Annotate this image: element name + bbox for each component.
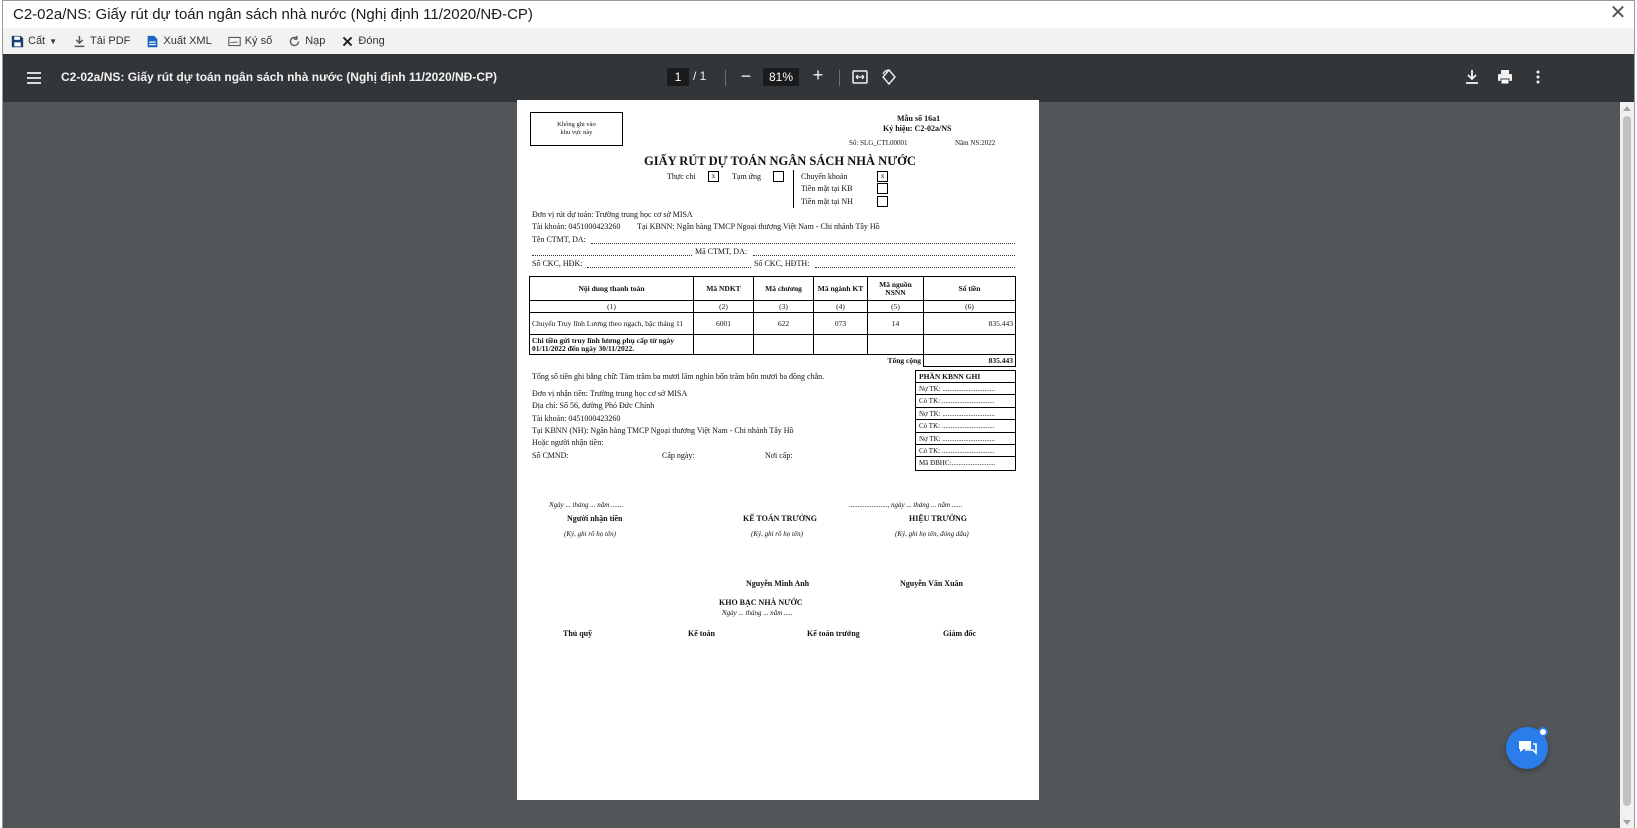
sig-chief-accountant: KẾ TOÁN TRƯỞNG bbox=[743, 514, 817, 523]
table-row bbox=[530, 335, 1016, 355]
issue-date-label: Cấp ngày: bbox=[662, 451, 695, 460]
treasury-heading: KHO BẠC NHÀ NƯỚC bbox=[719, 598, 803, 607]
chief-accountant-name: Nguyễn Minh Anh bbox=[746, 579, 810, 588]
total-label: Tổng cộng bbox=[530, 355, 924, 367]
table-total-row bbox=[530, 355, 1016, 367]
close-icon[interactable]: ✕ bbox=[1609, 2, 1627, 24]
form-number: Mẫu số 16a1 bbox=[897, 114, 941, 123]
receiver-unit: Đơn vị nhận tiền: Trường trung học cơ sở MISA bbox=[532, 389, 688, 398]
zoom-in-button[interactable]: + bbox=[812, 65, 824, 85]
digital-sign-button[interactable] bbox=[228, 35, 273, 48]
download-icon bbox=[73, 35, 86, 48]
table-cell: 073 bbox=[814, 313, 868, 335]
kbnn-line: Có TK: .............................. bbox=[916, 395, 1015, 407]
treasurer-label: Thủ quỹ bbox=[563, 629, 593, 638]
table-cell: 622 bbox=[754, 313, 814, 335]
accountant-label: Kế toán bbox=[688, 629, 715, 638]
table-cell: 835.443 bbox=[924, 313, 1016, 335]
director-label: Giám đốc bbox=[943, 629, 977, 638]
save-label: Cất bbox=[28, 35, 46, 47]
notification-dot bbox=[1538, 727, 1548, 737]
table-row bbox=[530, 313, 1016, 335]
chat-icon bbox=[1516, 737, 1538, 759]
cash-kb-checkbox bbox=[877, 183, 888, 194]
table-cell: (5) bbox=[868, 301, 924, 313]
payment-table bbox=[529, 276, 1016, 367]
table-cell: (2) bbox=[694, 301, 754, 313]
transfer-label: Chuyển khoản bbox=[801, 172, 848, 181]
chevron-down-icon[interactable]: ▼ bbox=[49, 36, 58, 46]
issue-place-label: Nơi cấp: bbox=[765, 451, 793, 460]
scroll-down-arrow[interactable] bbox=[1623, 820, 1631, 825]
amount-in-words: Tổng số tiền ghi bằng chữ: Tám trăm ba mươi lăm nghìn bốn trăm bốn mươi ba đồng chẵn. bbox=[532, 372, 825, 381]
form-symbol: Ký hiệu: C2-02a/NS bbox=[883, 124, 952, 133]
dotted-line bbox=[532, 255, 692, 256]
save-button[interactable] bbox=[11, 35, 57, 48]
reload-button[interactable] bbox=[288, 35, 325, 48]
zoom-input[interactable]: 81% bbox=[763, 68, 799, 86]
app-window bbox=[2, 0, 1635, 828]
principal-name: Nguyễn Văn Xuân bbox=[900, 579, 963, 588]
advance-label: Tạm ứng bbox=[732, 172, 761, 181]
window-title: C2-02a/NS: Giấy rút dự toán ngân sách nhà nước (Nghị định 11/2020/NĐ-CP) bbox=[13, 6, 533, 23]
divider-line bbox=[793, 170, 794, 208]
vertical-scrollbar[interactable] bbox=[1620, 102, 1634, 828]
table-cell bbox=[694, 335, 754, 355]
col-header: Mã chương bbox=[754, 277, 814, 301]
date-left: Ngày ... tháng ... năm ....... bbox=[549, 501, 624, 509]
table-cell bbox=[754, 335, 814, 355]
window-titlebar bbox=[3, 1, 1634, 28]
col-header: Mã nguồn NSNN bbox=[868, 277, 924, 301]
sig-receiver-note: (Ký, ghi rõ họ tên) bbox=[564, 530, 616, 538]
advance-checkbox bbox=[773, 171, 784, 182]
download-icon[interactable] bbox=[1463, 68, 1481, 86]
kbnn-line: Nợ TK: .............................. bbox=[916, 383, 1015, 395]
table-header-row bbox=[530, 277, 1016, 301]
unit-kbnn: Tại KBNN: Ngân hàng TMCP Ngoại thương Việt Nam - Chi nhánh Tây Hồ bbox=[637, 222, 880, 231]
ctmt-code-label: Mã CTMT, DA: bbox=[695, 247, 748, 256]
pdf-viewer bbox=[3, 54, 1634, 828]
table-cell: Chuyển Truy lĩnh Lương theo ngạch, bậc tháng 11 bbox=[530, 313, 694, 335]
cash-nh-label: Tiền mặt tại NH bbox=[801, 197, 853, 206]
toolbar-divider bbox=[725, 70, 726, 86]
scroll-up-arrow[interactable] bbox=[1623, 106, 1631, 111]
page-number-input[interactable]: 1 bbox=[667, 68, 689, 86]
pdf-page bbox=[517, 100, 1039, 800]
no-write-text: khu vực này bbox=[560, 129, 593, 136]
table-cell: 6001 bbox=[694, 313, 754, 335]
or-person-label: Hoặc người nhận tiền: bbox=[532, 438, 604, 447]
receiver-bank: Tại KBNN (NH): Ngân hàng TMCP Ngoại thương Việt Nam - Chi nhánh Tây Hồ bbox=[532, 426, 794, 435]
chief-accountant-label: Kế toán trưởng bbox=[807, 629, 860, 638]
pay-actual-checkbox: x bbox=[708, 171, 719, 182]
sig-principal-note: (Ký, ghi họ tên, đóng dấu) bbox=[895, 530, 969, 538]
dotted-line bbox=[587, 267, 751, 268]
xml-file-icon bbox=[146, 35, 159, 48]
col-header: Mã NDKT bbox=[694, 277, 754, 301]
kbnn-line: Mã ĐBHC:......................... bbox=[919, 459, 996, 468]
fit-page-icon[interactable] bbox=[851, 68, 869, 86]
floppy-disk-icon bbox=[11, 35, 24, 48]
kbnn-line: Nợ TK: .............................. bbox=[916, 433, 1015, 445]
close-doc-button[interactable] bbox=[341, 35, 384, 48]
table-cell: Chi tiền gửi truy lĩnh lương phụ cấp từ ngày 01/11/2022 đến ngày 30/11/2022. bbox=[530, 335, 694, 355]
document-heading: GIẤY RÚT DỰ TOÁN NGÂN SÁCH NHÀ NƯỚC bbox=[644, 154, 916, 168]
dotted-line bbox=[753, 255, 1015, 256]
transfer-checkbox: x bbox=[877, 171, 888, 182]
refresh-icon bbox=[288, 35, 301, 48]
export-xml-button[interactable] bbox=[146, 35, 211, 48]
table-cell: (3) bbox=[754, 301, 814, 313]
table-index-row bbox=[530, 301, 1016, 313]
pdf-title: C2-02a/NS: Giấy rút dự toán ngân sách nhà nước (Nghị định 11/2020/NĐ-CP) bbox=[61, 70, 497, 84]
kbnn-box-title: PHẦN KBNN GHI bbox=[916, 371, 1015, 383]
download-pdf-button[interactable] bbox=[73, 35, 130, 48]
unit-account: Tài khoản: 0451000423260 bbox=[532, 222, 621, 231]
receiver-address: Địa chỉ: Số 56, đường Phó Đức Chính bbox=[532, 401, 655, 410]
withdraw-unit: Đơn vị rút dự toán: Trường trung học cơ sở MISA bbox=[532, 210, 693, 219]
col-header: Số tiền bbox=[924, 277, 1016, 301]
action-toolbar bbox=[3, 28, 1634, 54]
document-number: Số: SLG_CTL00001 bbox=[849, 139, 908, 147]
signature-icon bbox=[228, 35, 241, 48]
date-right: ......................, ngày ... tháng ... năm ...... bbox=[849, 501, 963, 509]
id-number-label: Số CMND: bbox=[532, 451, 569, 460]
total-value: 835.443 bbox=[924, 355, 1016, 367]
table-cell bbox=[924, 335, 1016, 355]
zoom-out-button[interactable]: − bbox=[740, 66, 752, 86]
close-doc-label: Đóng bbox=[358, 35, 385, 47]
reload-label: Nạp bbox=[305, 35, 326, 47]
sig-chief-accountant-note: (Ký, ghi rõ họ tên) bbox=[751, 530, 803, 538]
table-cell: (4) bbox=[814, 301, 868, 313]
download-pdf-label: Tải PDF bbox=[90, 35, 131, 47]
cash-nh-checkbox bbox=[877, 196, 888, 207]
table-cell bbox=[868, 335, 924, 355]
more-vert-icon[interactable] bbox=[1529, 68, 1547, 86]
ckc-hdk-label: Số CKC, HĐK: bbox=[532, 259, 583, 268]
table-cell bbox=[814, 335, 868, 355]
ckc-hdth-label: Số CKC, HĐTH: bbox=[754, 259, 810, 268]
page-total: / 1 bbox=[693, 69, 707, 83]
sig-principal: HIỆU TRƯỞNG bbox=[909, 514, 968, 523]
print-icon[interactable] bbox=[1496, 68, 1514, 86]
no-write-text: Không ghi vào bbox=[557, 121, 596, 128]
cash-kb-label: Tiền mặt tại KB bbox=[801, 184, 853, 193]
scroll-thumb[interactable] bbox=[1623, 116, 1631, 806]
close-x-icon bbox=[341, 35, 354, 48]
kbnn-line: Nợ TK: .............................. bbox=[916, 408, 1015, 420]
chat-support-button[interactable] bbox=[1506, 727, 1548, 769]
export-xml-label: Xuất XML bbox=[163, 35, 212, 47]
ctmt-name-label: Tên CTMT, DA: bbox=[532, 235, 586, 244]
pdf-viewer-toolbar bbox=[3, 54, 1634, 102]
kbnn-line: Có TK: .............................. bbox=[916, 445, 1015, 457]
toolbar-divider bbox=[839, 70, 840, 86]
digital-sign-label: Ký số bbox=[244, 35, 273, 47]
kbnn-record-box bbox=[915, 370, 1016, 471]
rotate-icon[interactable] bbox=[880, 68, 898, 86]
receiver-account: Tài khoản: 0451000423260 bbox=[532, 414, 621, 423]
no-write-box bbox=[530, 112, 623, 146]
sig-receiver: Người nhận tiền bbox=[567, 514, 623, 523]
treasury-date: Ngày ... tháng ... năm ..... bbox=[722, 609, 793, 617]
dotted-line bbox=[815, 267, 1015, 268]
kbnn-line: Có TK: .............................. bbox=[916, 420, 1015, 432]
pay-actual-label: Thực chi bbox=[667, 172, 696, 181]
table-cell: (6) bbox=[924, 301, 1016, 313]
col-header: Nội dung thanh toán bbox=[530, 277, 694, 301]
table-cell: 14 bbox=[868, 313, 924, 335]
budget-year: Năm NS:2022 bbox=[955, 139, 996, 147]
col-header: Mã ngành KT bbox=[814, 277, 868, 301]
dotted-line bbox=[591, 243, 1015, 244]
hamburger-menu-icon[interactable] bbox=[25, 69, 43, 87]
table-cell: (1) bbox=[530, 301, 694, 313]
